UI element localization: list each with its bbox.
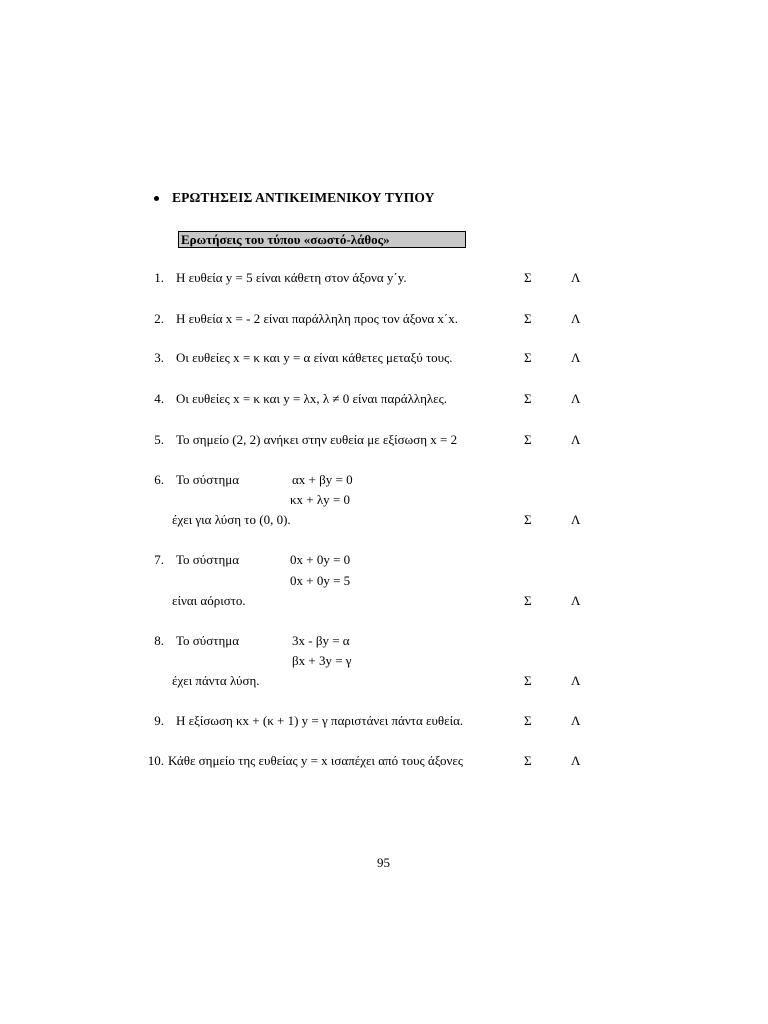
question-text: Το σύστημα <box>176 472 240 487</box>
system-equation-2: κx + λy = 0 <box>290 492 351 507</box>
question-text: Οι ευθείες x = κ και y = α είναι κάθετες μεταξύ τους. <box>176 350 453 365</box>
false-option[interactable]: Λ <box>571 432 581 447</box>
false-option[interactable]: Λ <box>571 270 581 285</box>
question-number: 10. <box>147 753 164 768</box>
false-option[interactable]: Λ <box>571 713 581 728</box>
true-option[interactable]: Σ <box>524 753 532 768</box>
false-option[interactable]: Λ <box>571 753 581 768</box>
question-text: Η ευθεία y = 5 είναι κάθετη στον άξονα y΄y. <box>176 270 407 285</box>
section-title: ΕΡΩΤΗΣΕΙΣ ΑΝΤΙΚΕΙΜΕΝΙΚΟΥ ΤΥΠΟΥ <box>172 190 435 205</box>
false-option[interactable]: Λ <box>571 593 581 608</box>
question-conclusion: έχει πάντα λύση. <box>172 673 260 688</box>
question-text: Οι ευθείες x = κ και y = λx, λ ≠ 0 είναι παράλληλες. <box>176 391 448 406</box>
question-number: 1. <box>154 270 164 285</box>
true-option[interactable]: Σ <box>524 391 532 406</box>
question-number: 8. <box>154 633 164 648</box>
question-number: 7. <box>154 552 164 567</box>
question-text: Η ευθεία x = - 2 είναι παράλληλη προς τον άξονα x΄x. <box>176 311 458 326</box>
question-conclusion: είναι αόριστο. <box>172 593 246 608</box>
true-option[interactable]: Σ <box>524 270 532 285</box>
question-number: 3. <box>154 350 164 365</box>
true-option[interactable]: Σ <box>524 673 532 688</box>
true-option[interactable]: Σ <box>524 512 532 527</box>
system-equation-2: 0x + 0y = 5 <box>290 573 351 588</box>
false-option[interactable]: Λ <box>571 350 581 365</box>
question-text: Κάθε σημείο της ευθείας y = x ισαπέχει από τους άξονες <box>168 753 464 768</box>
true-option[interactable]: Σ <box>524 713 532 728</box>
question-text: Το σημείο (2, 2) ανήκει στην ευθεία με εξίσωση x = 2 <box>176 432 458 447</box>
true-option[interactable]: Σ <box>524 350 532 365</box>
true-option[interactable]: Σ <box>524 311 532 326</box>
question-number: 2. <box>154 311 164 326</box>
false-option[interactable]: Λ <box>571 391 581 406</box>
question-number: 4. <box>154 391 164 406</box>
true-option[interactable]: Σ <box>524 593 532 608</box>
false-option[interactable]: Λ <box>571 673 581 688</box>
question-text: Το σύστημα <box>176 633 240 648</box>
question-number: 5. <box>154 432 164 447</box>
page-number: 95 <box>377 855 390 870</box>
system-equation-1: 3x - βy = α <box>292 633 350 648</box>
bullet-icon <box>154 196 159 201</box>
system-equation-1: αx + βy = 0 <box>292 472 353 487</box>
question-number: 9. <box>154 713 164 728</box>
question-number: 6. <box>154 472 164 487</box>
subtitle: Ερωτήσεις του τύπου «σωστό-λάθος» <box>181 232 390 247</box>
true-option[interactable]: Σ <box>524 432 532 447</box>
question-text: Το σύστημα <box>176 552 240 567</box>
question-conclusion: έχει για λύση το (0, 0). <box>172 512 291 527</box>
system-equation-2: βx + 3y = γ <box>292 653 352 668</box>
system-equation-1: 0x + 0y = 0 <box>290 552 351 567</box>
false-option[interactable]: Λ <box>571 512 581 527</box>
false-option[interactable]: Λ <box>571 311 581 326</box>
question-text: Η εξίσωση κx + (κ + 1) y = γ παριστάνει πάντα ευθεία. <box>176 713 464 728</box>
